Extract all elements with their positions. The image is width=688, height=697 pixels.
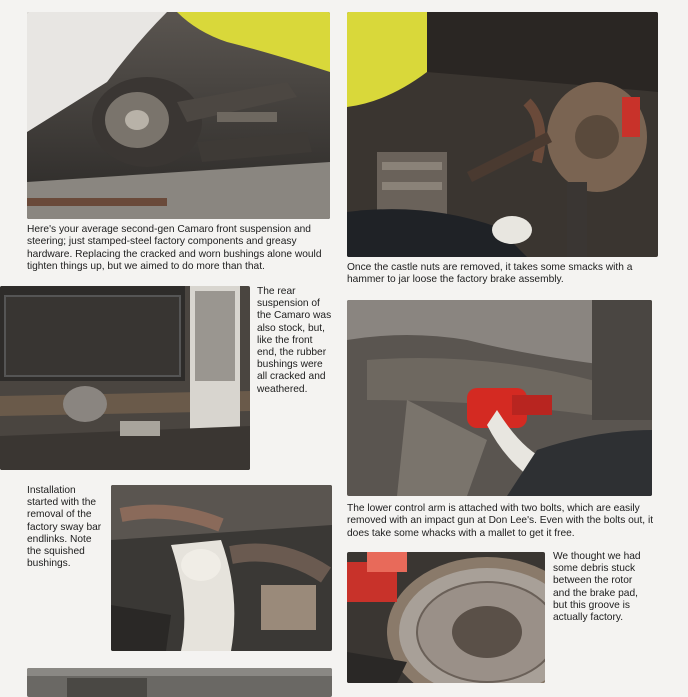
sway-bar-caption: Installation started with the removal of the factory sway bar endlinks. Note the squished bushings. — [27, 485, 102, 570]
rear-suspension-caption: The rear suspension of the Camaro was also stock, but, like the front end, the rubber bushings were all cracked and weathered. — [257, 286, 332, 395]
impact-gun-photo — [347, 300, 652, 496]
brake-hammer-photo — [347, 12, 658, 257]
rear-axle-photo — [0, 286, 250, 470]
front-suspension-caption: Here's your average second-gen Camaro front suspension and steering; just stamped-steel factory components and greasy hardware. Replacing the cracked and worn bushings alone would tighten things up, but we aimed to do more than that. — [27, 224, 322, 272]
bottom-cropped-photo — [27, 668, 332, 697]
castle-nuts-caption: Once the castle nuts are removed, it takes some smacks with a hammer to jar loose the factory brake assembly. — [347, 262, 633, 286]
front-suspension-photo — [27, 12, 330, 219]
control-arm-caption: The lower control arm is attached with two bolts, which are easily removed with an impact gun at Don Lee's. Even with the bolts out, it does take some whacks with a mallet to get it free. — [347, 503, 654, 539]
sway-bar-endlink-photo — [111, 485, 332, 651]
brake-rotor-photo — [347, 552, 545, 683]
rotor-caption: We thought we had some debris stuck between the rotor and the brake pad, but this groove is actually factory. — [553, 551, 641, 624]
